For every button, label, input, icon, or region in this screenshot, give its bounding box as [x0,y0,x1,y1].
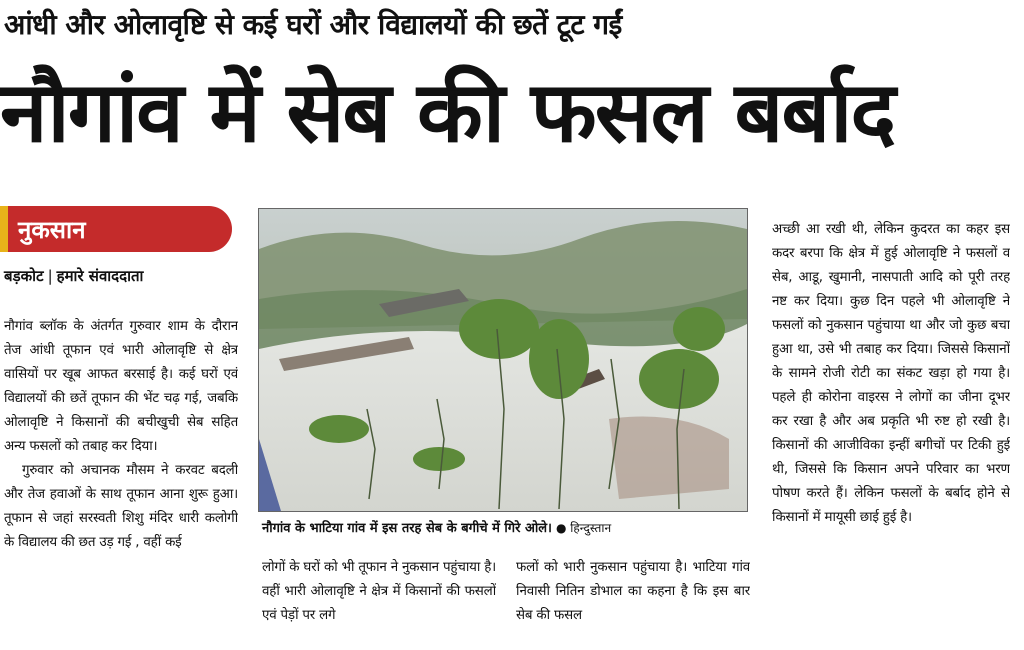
paragraph: अच्छी आ रखी थी, लेकिन कुदरत का कहर इस कदर बरपा कि क्षेत्र में हुई ओलावृष्टि ने फसलों व सेब, आडू, खुमानी, नासपाती आदि को पूरी तरह नष्ट कर दिया। कुछ दिन पहले भी ओलावृष्टि ने फसलों को नुकसान पहुंचाया था और जो कुछ बचा हुआ था, उसे भी तबाह कर दिया। जिससे किसानों के सामने रोजी रोटी का संकट खड़ा हो गया है। पहले ही कोरोना वाइरस ने लोगों का जीना दूभर कर रखा है और अब प्रकृति भी रुष्ट हो रखी है। किसानों की आजीविका इन्हीं बगीचों पर टिकी हुई थी, जिससे कि किसान अपने परिवार का भरण पोषण करते हैं। लेकिन फसलों के बर्बाद होने से किसानों में मायूसी छाई हुई है। [772,222,1010,525]
paragraph: लोगों के घरों को भी तूफान ने नुकसान पहुंचाया है। वहीं भारी ओलावृष्टि ने क्षेत्र में किसानों की फसलों एवं पेड़ों पर लगे [262,560,496,623]
paragraph: नौगांव ब्लॉक के अंतर्गत गुरुवार शाम के दौरान तेज आंधी तूफान एवं भारी ओलावृष्टि से क्षेत्र वासियों पर खूब आफत बरसाई है। कई घरों एवं विद्यालयों की छतें तूफान की भेंट चढ़ गई, जबकि ओलावृष्टि ने किसानों की बचीखुची सेब सहित अन्य फसलों को तबाह कर दिया। [4,319,238,454]
article-column-1 [4,315,238,650]
section-tag [0,206,232,252]
paragraph: गुरुवार को अचानक मौसम ने करवट बदली और तेज हवाओं के साथ तूफान आना शुरू हुआ। तूफान से जहां सरस्वती शिशु मंदिर धारी कलोगी के विद्यालय की छत उड़ गई , वहीं कई [4,463,238,550]
byline [4,266,244,286]
kicker-headline: आंधी और ओलावृष्टि से कई घरों और विद्यालयों की छतें टूट गईं [4,8,622,41]
dateline-place: बड़कोट [4,267,44,285]
article-column-4 [772,218,1010,648]
paragraph: फलों को भारी नुकसान पहुंचाया है। भाटिया गांव निवासी नितिन डोभाल का कहना है कि इस बार सेब की फसल [516,560,750,623]
caption-text: नौगांव के भाटिया गांव में इस तरह सेब के बगीचे में गिरे ओले। [262,521,552,536]
reporter: हमारे संवाददाता [56,267,144,285]
tag-stripe [0,206,8,252]
photo-credit: ● हिन्दुस्तान [556,521,612,535]
article-column-2 [262,556,496,650]
byline-separator: | [47,267,53,285]
section-tag-label: नुकसान [18,215,86,244]
news-photo [258,208,748,512]
photo-caption [262,518,742,536]
main-headline: नौगांव में सेब की फसल बर्बाद [0,63,894,161]
article-column-3 [516,556,750,650]
